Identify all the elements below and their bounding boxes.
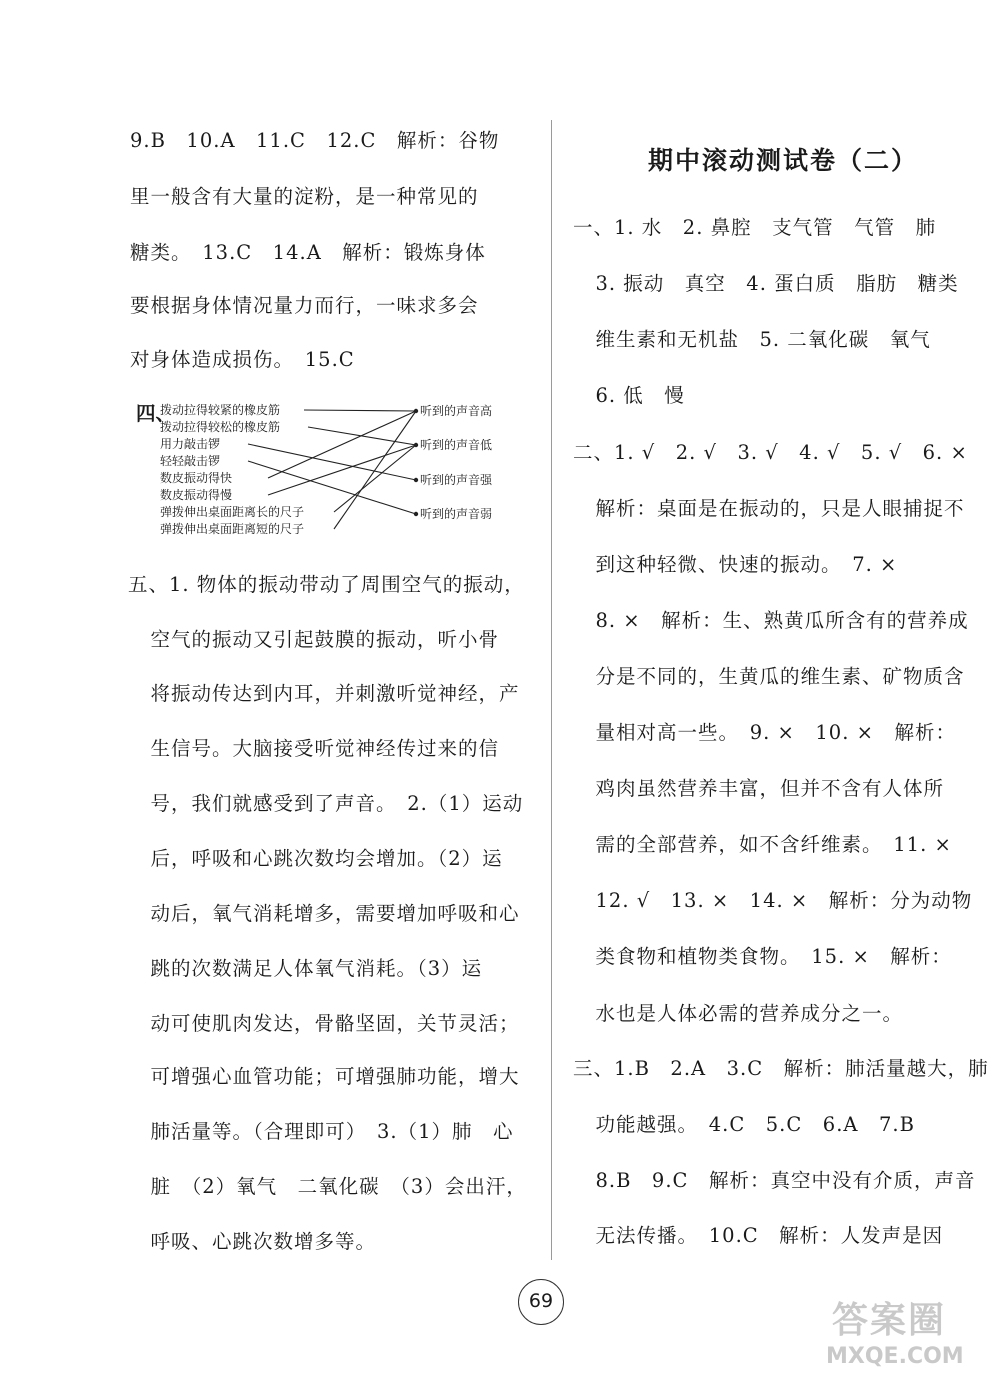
left-line: 呼吸、心跳次数增多等。	[130, 1230, 377, 1253]
match-dot	[414, 409, 418, 413]
match-dot	[414, 443, 418, 447]
right-line: 解析：桌面是在振动的，只是人眼捕捉不	[575, 497, 965, 520]
right-line: 到这种轻微、快速的振动。 7. ×	[575, 553, 898, 576]
left-line: 可增强心血管功能；可增强肺功能，增大	[130, 1065, 520, 1088]
right-line: 鸡肉虽然营养丰富，但并不含有人体所	[575, 777, 945, 800]
left-line: 9.B 10.A 11.C 12.C 解析：谷物	[130, 129, 500, 152]
match-left-item: 弹拨伸出桌面距离短的尺子	[160, 522, 305, 536]
left-line: 号，我们就感受到了声音。 2.（1）运动	[130, 792, 524, 815]
match-right-item: 听到的声音强	[420, 473, 493, 487]
left-line: 将振动传达到内耳，并刺激听觉神经，产	[130, 682, 520, 705]
right-line: 无法传播。 10.C 解析：人发声是因	[575, 1224, 944, 1247]
left-line: 跳的次数满足人体氧气消耗。（3）运	[130, 957, 483, 980]
match-left-item: 轻轻敲击锣	[160, 454, 221, 468]
left-line: 对身体造成损伤。 15.C	[130, 348, 355, 371]
match-left-item: 弹拨伸出桌面距离长的尺子	[160, 505, 305, 519]
right-line: 8. × 解析：生、熟黄瓜所含有的营养成	[575, 609, 969, 632]
watermark	[822, 1290, 992, 1380]
section-mark: 四、	[136, 402, 176, 425]
page-title: 期中滚动测试卷（二）	[648, 146, 919, 175]
column-divider	[551, 120, 552, 1260]
right-line: 量相对高一些。 9. × 10. × 解析：	[575, 721, 956, 744]
match-left-item: 数皮振动得慢	[160, 488, 233, 502]
left-line: 五、1. 物体的振动带动了周围空气的振动，	[128, 573, 525, 596]
right-line: 类食物和植物类食物。 15. × 解析：	[575, 945, 952, 968]
right-line: 一、1. 水 2. 鼻腔 支气管 气管 肺	[573, 216, 937, 239]
right-line: 分是不同的，生黄瓜的维生素、矿物质含	[575, 665, 965, 688]
match-left-item: 拨动拉得较松的橡皮筋	[160, 420, 281, 434]
right-line: 功能越强。 4.C 5.C 6.A 7.B	[575, 1113, 915, 1136]
match-right-item: 听到的声音高	[420, 404, 493, 418]
right-line: 二、1. √ 2. √ 3. √ 4. √ 5. √ 6. ×	[573, 441, 968, 464]
match-link-line	[268, 411, 416, 478]
watermark-url: MXQE.COM	[826, 1344, 964, 1369]
match-link-line	[334, 411, 416, 529]
match-left-item: 数皮振动得快	[160, 471, 233, 485]
match-right-item: 听到的声音低	[420, 438, 493, 452]
right-line: 6. 低 慢	[575, 384, 685, 407]
left-line: 空气的振动又引起鼓膜的振动，听小骨	[130, 628, 500, 651]
right-line: 需的全部营养，如不含纤维素。 11. ×	[575, 833, 952, 856]
left-line: 生信号。大脑接受听觉神经传过来的信	[130, 737, 500, 760]
right-line: 12. √ 13. × 14. × 解析：分为动物	[575, 889, 973, 912]
match-dot	[414, 478, 418, 482]
right-line: 8.B 9.C 解析：真空中没有介质，声音	[575, 1169, 976, 1192]
left-line: 后，呼吸和心跳次数均会增加。（2）运	[130, 847, 503, 870]
right-line: 维生素和无机盐 5. 二氧化碳 氧气	[575, 328, 931, 351]
left-line: 动可使肌肉发达，骨骼坚固，关节灵活；	[130, 1012, 520, 1035]
left-line: 肺活量等。（合理即可） 3.（1）肺 心	[130, 1120, 514, 1143]
match-right-item: 听到的声音弱	[420, 507, 493, 521]
matching-exercise	[130, 396, 530, 542]
left-line: 糖类。 13.C 14.A 解析：锻炼身体	[130, 241, 486, 264]
left-line: 脏 （2）氧气 二氧化碳 （3）会出汗，	[130, 1175, 527, 1198]
match-left-item: 拨动拉得较紧的橡皮筋	[160, 403, 281, 417]
page-number: 69	[518, 1279, 564, 1325]
match-link-line	[304, 410, 416, 411]
match-left-item: 用力敲击锣	[160, 437, 221, 451]
left-line: 动后，氧气消耗增多，需要增加呼吸和心	[130, 902, 520, 925]
match-dot	[414, 512, 418, 516]
match-link-line	[334, 445, 416, 512]
left-line: 要根据身体情况量力而行，一味求多会	[130, 294, 479, 317]
right-line: 水也是人体必需的营养成分之一。	[575, 1002, 904, 1025]
right-line: 3. 振动 真空 4. 蛋白质 脂肪 糖类	[575, 272, 959, 295]
right-line: 三、1.B 2.A 3.C 解析：肺活量越大，肺	[573, 1057, 989, 1080]
left-line: 里一般含有大量的淀粉，是一种常见的	[130, 185, 479, 208]
watermark-logo-text: 答案圈	[832, 1300, 947, 1341]
